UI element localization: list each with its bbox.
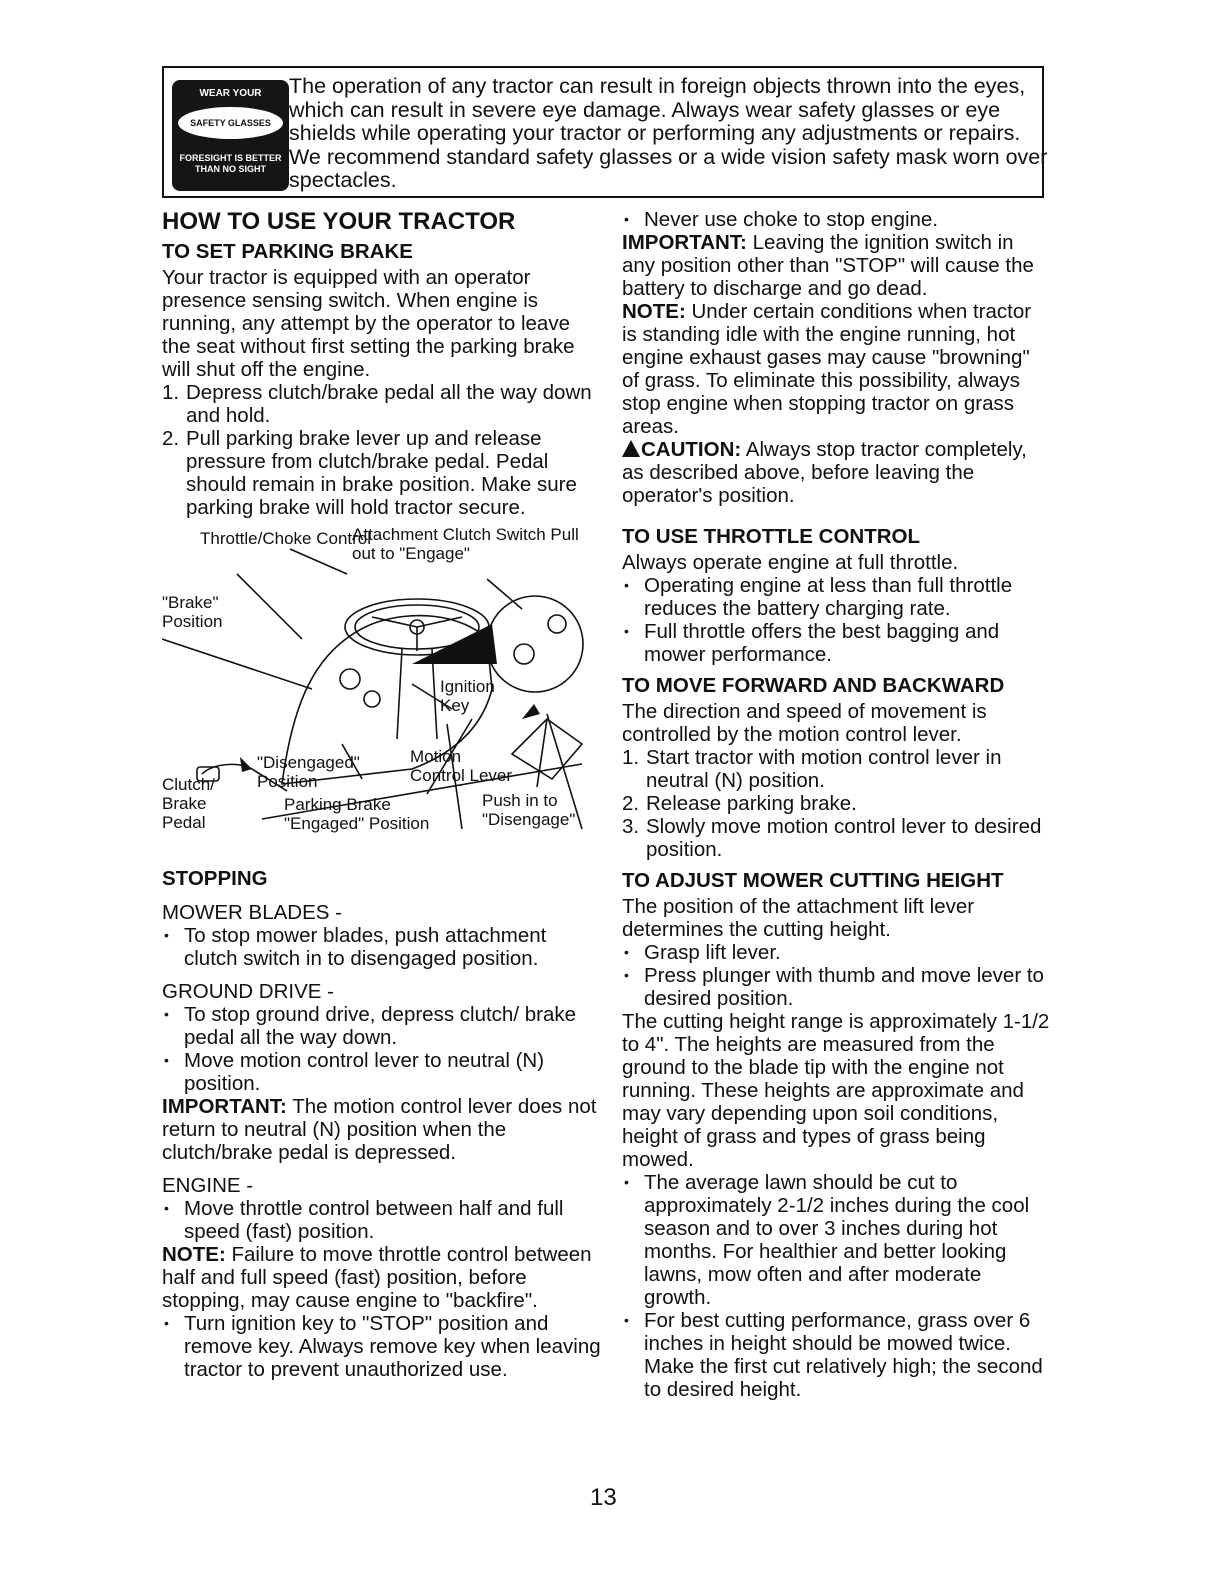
height-text: The position of the attachment lift lever determines the cutting height. — [622, 895, 975, 941]
choke-bullet: • Never use choke to stop engine. — [622, 208, 1050, 231]
height-text-2: The cutting height range is approximately 1-1/2 to 4". The heights are measured from the ground to the blade tip with the engine not running. These heights are approximate and may vary depending upon soil conditions, height of grass and types of grass being mowed. — [622, 1010, 1050, 1171]
engine-heading: ENGINE - — [162, 1174, 254, 1197]
caution-text: Always stop tractor completely, as described above, before leaving the operator's position. — [622, 438, 1027, 507]
parking-step-2-text: Pull parking brake lever up and release pressure from clutch/brake pedal. Pedal should remain in brake position. Make sure parking brake will hold tractor secure. — [186, 427, 577, 519]
height-bullet-4: • For best cutting performance, grass over 6 inches in height should be mowed twice. Make the first cut relatively high; the second to desired height. — [622, 1309, 1050, 1401]
ground-bullet-2: • Move motion control lever to neutral (N) position. — [162, 1049, 602, 1095]
badge-mid-text: SAFETY GLASSES — [178, 107, 283, 139]
height-bullet-2: • Press plunger with thumb and move lever to desired position. — [622, 964, 1050, 1010]
attachment-clutch-label: Attachment Clutch Switch Pull out to "Engage" — [352, 525, 579, 563]
important-text: The motion control lever does not return to neutral (N) position when the clutch/brake pedal is depressed. — [162, 1095, 597, 1164]
right-note-paragraph — [622, 300, 1050, 438]
stopping-heading: STOPPING — [162, 867, 268, 890]
right-note-label: NOTE: — [622, 300, 686, 323]
parking-step-2: 2. Pull parking brake lever up and release pressure from clutch/brake pedal. Pedal should remain in brake position. Make sure parking brake will hold tractor secure. — [162, 427, 577, 519]
blades-bullet-1: • To stop mower blades, push attachment clutch switch in to disengaged position. — [162, 924, 602, 970]
throttle-heading: TO USE THROTTLE CONTROL — [622, 525, 921, 548]
disengaged-position-label: "Disengaged" Position — [257, 753, 360, 791]
safety-glasses-icon — [172, 80, 289, 191]
engine-bullet-2: • Turn ignition key to "STOP" position and remove key. Always remove key when leaving tractor to prevent unauthorized use. — [162, 1312, 602, 1381]
caution-paragraph — [622, 438, 1050, 507]
parking-brake-label: Parking Brake "Engaged" Position — [284, 795, 430, 833]
throttle-bullet-1: • Operating engine at less than full throttle reduces the battery charging rate. — [622, 574, 1050, 620]
height-heading: TO ADJUST MOWER CUTTING HEIGHT — [622, 869, 1004, 892]
safety-warning-box — [162, 66, 1048, 198]
note-label: NOTE: — [162, 1243, 226, 1266]
parking-brake-text: Your tractor is equipped with an operator presence sensing switch. When engine is running, any attempt by the operator to leave the seat without first setting the parking brake will shut off the engine. — [162, 266, 575, 381]
right-important-label: IMPORTANT: — [622, 231, 747, 254]
left-column — [162, 208, 602, 1381]
warning-text: The operation of any tractor can result in foreign objects thrown into the eyes, which can result in severe eye damage. Always wear safety glasses or eye shields while operating your tractor or performing any adjustments or repairs. We recommend standard safety glasses or a wide vision safety mask worn over spectacles. — [289, 74, 1048, 192]
right-important-text: Leaving the ignition switch in any position other than "STOP" will cause the battery to discharge and go dead. — [622, 231, 1034, 300]
right-important-paragraph — [622, 231, 1050, 300]
caution-label: CAUTION: — [641, 438, 742, 461]
move-step-2-text: Release parking brake. — [646, 792, 857, 815]
throttle-choke-label: Throttle/Choke Control — [200, 529, 372, 548]
ground-bullet-1: • To stop ground drive, depress clutch/ brake pedal all the way down. — [162, 1003, 602, 1049]
badge-bottom-line-2: THAN NO SIGHT — [195, 164, 266, 174]
push-in-label: Push in to "Disengage" — [482, 791, 576, 829]
throttle-text: Always operate engine at full throttle. — [622, 551, 959, 574]
move-step-1-text: Start tractor with motion control lever in neutral (N) position. — [646, 746, 1002, 792]
right-note-text: Under certain conditions when tractor is standing idle with the engine running, hot engine exhaust gases may cause "browning" of grass. To eliminate this possibility, always stop engine when stopping tractor on grass areas. — [622, 300, 1032, 438]
warning-triangle-icon — [622, 440, 640, 457]
engine-bullet-1: • Move throttle control between half and full speed (fast) position. — [162, 1197, 602, 1243]
brake-position-label: "Brake" Position — [162, 593, 223, 631]
mower-blades-heading: MOWER BLADES - — [162, 901, 342, 924]
important-label: IMPORTANT: — [162, 1095, 287, 1118]
height-bullet-1: • Grasp lift lever. — [622, 941, 1050, 964]
motion-control-label: Motion Control Lever — [410, 747, 513, 785]
move-step-3: 3. Slowly move motion control lever to desired position. — [622, 815, 1042, 861]
tractor-controls-figure — [162, 525, 602, 859]
move-step-3-text: Slowly move motion control lever to desired position. — [646, 815, 1042, 861]
badge-bottom-text — [172, 153, 289, 175]
badge-top-text: WEAR YOUR — [199, 88, 262, 99]
note-text: Failure to move throttle control between half and full speed (fast) position, before stopping, may cause engine to "backfire". — [162, 1243, 592, 1312]
clutch-brake-pedal-label: Clutch/ Brake Pedal — [162, 775, 215, 832]
move-step-1: 1. Start tractor with motion control lever in neutral (N) position. — [622, 746, 1002, 792]
move-heading: TO MOVE FORWARD AND BACKWARD — [622, 674, 1005, 697]
move-step-2: 2. Release parking brake. — [622, 792, 857, 815]
parking-brake-heading: TO SET PARKING BRAKE — [162, 240, 413, 263]
important-paragraph — [162, 1095, 602, 1164]
throttle-bullet-2: • Full throttle offers the best bagging and mower performance. — [622, 620, 1050, 666]
parking-step-1: 1. Depress clutch/brake pedal all the way down and hold. — [162, 381, 592, 427]
move-text: The direction and speed of movement is controlled by the motion control lever. — [622, 700, 987, 746]
ignition-key-label: Ignition Key — [440, 677, 495, 715]
parking-step-1-text: Depress clutch/brake pedal all the way down and hold. — [186, 381, 592, 427]
page-title: HOW TO USE YOUR TRACTOR — [162, 208, 516, 235]
ground-drive-heading: GROUND DRIVE - — [162, 980, 334, 1003]
page-number: 13 — [590, 1484, 617, 1511]
note-paragraph — [162, 1243, 602, 1312]
height-bullet-3: • The average lawn should be cut to approximately 2-1/2 inches during the cool season and to over 3 inches during hot months. For healthier and better looking lawns, mow often and after moderate growth. — [622, 1171, 1050, 1309]
badge-bottom-line-1: FORESIGHT IS BETTER — [179, 153, 282, 163]
right-column — [622, 208, 1050, 1401]
